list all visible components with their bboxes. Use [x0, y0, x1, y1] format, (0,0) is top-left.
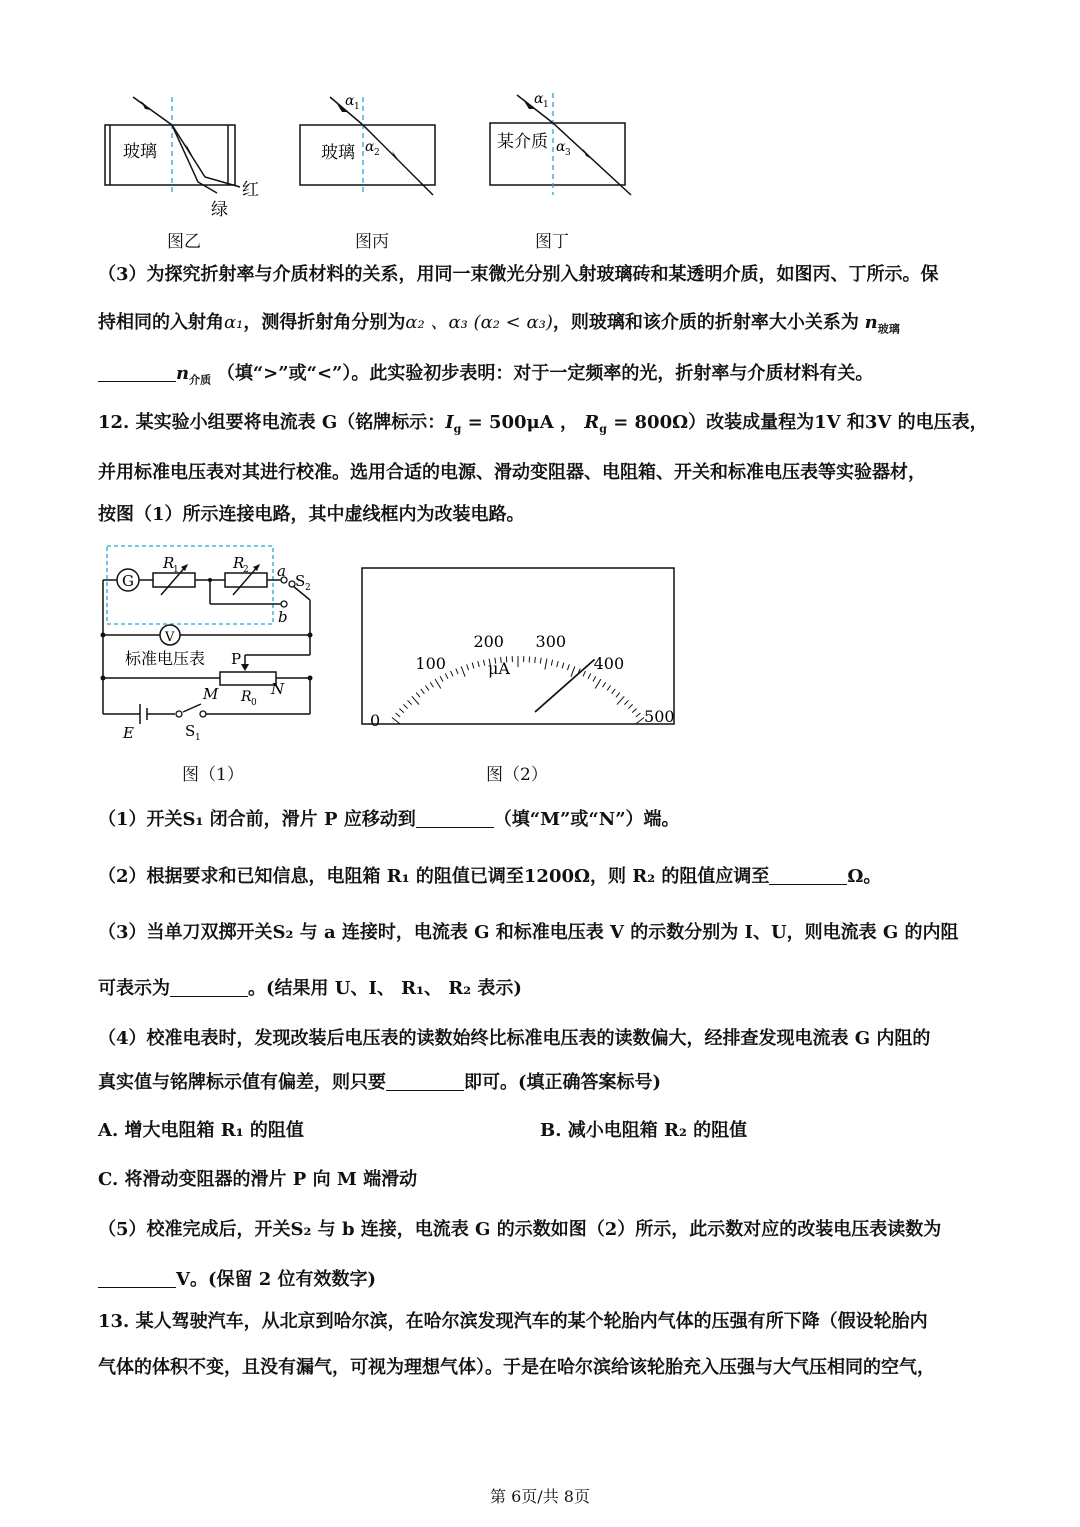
yi-medium-label: 玻璃	[123, 142, 157, 162]
meter-tick	[472, 663, 474, 669]
meter-tick	[456, 669, 458, 675]
meter-tick	[461, 666, 465, 676]
meter-tick	[396, 713, 401, 717]
meter-tick-label: 500	[644, 707, 675, 726]
meter-tick	[607, 686, 610, 691]
q12-line1: 12. 某实验小组要将电流表 G（铭牌标示：$I_g = 500\mu A$ ， $R_g = 800\Omega$）改装成量程为1V 和3V 的电压表，	[98, 412, 988, 436]
meter-tick	[412, 696, 419, 704]
svg-text:b: b	[278, 608, 288, 626]
svg-text:S: S	[185, 722, 196, 740]
meter-tick	[603, 682, 606, 687]
meter-tick	[593, 676, 596, 681]
svg-text:标准电压表: 标准电压表	[125, 649, 206, 668]
bing-medium-label: 玻璃	[321, 143, 355, 163]
ammeter-dial	[360, 566, 676, 726]
svg-text:α: α	[534, 91, 544, 107]
meter-tick	[425, 686, 428, 691]
caption-fig2: 图（2）	[486, 765, 548, 785]
svg-text:R: R	[163, 554, 175, 572]
svg-text:2: 2	[243, 565, 249, 575]
svg-text:1: 1	[354, 102, 360, 112]
q11-3-line3: $n_{介质}$ （填“>”或“<”）。此实验初步表明：对于一定频率的光，折射率与介质材料有关。	[98, 362, 873, 393]
meter-tick	[595, 679, 601, 688]
meter-tick	[588, 673, 591, 678]
meter-tick	[567, 664, 569, 670]
meter-tick	[421, 689, 425, 694]
red-label: 红	[242, 180, 259, 200]
caption-fig1: 图（1）	[182, 765, 244, 785]
answer-blank[interactable]	[416, 809, 494, 828]
svg-text:1: 1	[195, 733, 201, 743]
meter-needle	[535, 659, 595, 712]
q12-5a: （5）校准完成后，开关S₂ 与 b 连接，电流表 G 的示数如图（2）所示，此示数对应的改装电压表读数为	[98, 1219, 942, 1240]
meter-tick-label: 0	[369, 711, 381, 726]
q11-3-line2: 持相同的入射角α₁，测得折射角分别为α₂ 、α₃ (α₂ < α₃)，则玻璃和该介质的折射率大小关系为 $n_{玻璃}$	[98, 312, 900, 336]
svg-text:1: 1	[543, 100, 549, 110]
svg-text:R: R	[241, 689, 252, 705]
meter-tick	[617, 696, 624, 704]
meter-tick	[632, 709, 636, 713]
meter-tick	[435, 679, 441, 688]
meter-tick	[403, 704, 407, 708]
circuit-diagram	[95, 540, 335, 750]
svg-text:0: 0	[251, 698, 257, 708]
q12-2: （2）根据要求和已知信息，电阻箱 R₁ 的阻值已调至1200Ω，则 R₂ 的阻值应调至 Ω。	[98, 866, 882, 887]
answer-blank[interactable]	[769, 866, 847, 885]
caption-bing: 图丙	[355, 232, 389, 252]
svg-text:2: 2	[305, 583, 311, 593]
meter-tick	[535, 657, 536, 663]
meter-tick-label: 200	[473, 631, 504, 651]
svg-text:a: a	[277, 562, 286, 580]
svg-text:G: G	[122, 572, 134, 590]
meter-tick	[540, 658, 541, 664]
svg-text:M: M	[203, 685, 219, 703]
svg-text:α: α	[365, 139, 375, 155]
meter-tick	[551, 660, 552, 666]
meter-tick-label: 100	[415, 653, 446, 673]
q13-line2: 气体的体积不变，且没有漏气，可视为理想气体）。于是在哈尔滨给该轮胎充入压强与大气压相同的空气，	[98, 1357, 935, 1378]
meter-tick	[440, 676, 443, 681]
q13-line1: 13. 某人驾驶汽车，从北京到哈尔滨，在哈尔滨发现汽车的某个轮胎内气体的压强有所下降（假设轮胎内	[98, 1311, 928, 1332]
q12-3a: （3）当单刀双掷开关S₂ 与 a 连接时，电流表 G 和标准电压表 V 的示数分别为 I、U，则电流表 G 的内阻	[98, 922, 959, 943]
page-footer: 第 6页/共 8页	[490, 1487, 590, 1506]
meter-tick	[450, 671, 453, 676]
q12-5b: V。(保留 2 位有效数字)	[98, 1268, 376, 1292]
caption-ding: 图丁	[535, 232, 569, 252]
q12-line3: 按图（1）所示连接电路，其中虚线框内为改装电路。	[98, 504, 525, 525]
svg-text:α: α	[345, 93, 355, 109]
svg-text:2: 2	[374, 148, 380, 158]
q12-3b: 可表示为 。(结果用 U、I、 R₁、 R₂ 表示)	[98, 978, 522, 999]
meter-tick	[571, 666, 575, 676]
option-c[interactable]: C. 将滑动变阻器的滑片 P 向 M 端滑动	[98, 1169, 418, 1190]
meter-tick	[583, 671, 586, 676]
q11-3-line1: （3）为探究折射率与介质材料的关系，用同一束微光分别入射玻璃砖和某透明介质，如图丙、丁所示。保	[98, 264, 939, 285]
meter-tick-label: 300	[535, 631, 567, 651]
option-a[interactable]: A. 增大电阻箱 R₁ 的阻值	[98, 1120, 304, 1141]
svg-text:R: R	[233, 554, 245, 572]
ding-medium-label: 某介质	[497, 132, 548, 152]
meter-tick	[636, 713, 641, 717]
meter-tick	[416, 693, 420, 698]
meter-tick	[624, 700, 628, 704]
svg-text:E: E	[123, 724, 134, 742]
meter-tick	[562, 663, 564, 669]
q12-line2: 并用标准电压表对其进行校准。选用合适的电源、滑动变阻器、电阻箱、开关和标准电压表等实验器材，	[98, 462, 926, 483]
svg-text:1: 1	[173, 565, 179, 575]
meter-tick	[430, 682, 433, 687]
meter-tick	[467, 664, 469, 670]
svg-text:3: 3	[565, 148, 571, 158]
meter-tick-label: 400	[593, 653, 625, 673]
svg-text:S: S	[295, 572, 306, 590]
meter-tick	[545, 659, 547, 670]
meter-tick	[478, 661, 480, 667]
answer-blank[interactable]	[98, 363, 176, 382]
meter-tick	[407, 700, 411, 704]
meter-tick	[612, 689, 616, 694]
meter-tick	[483, 660, 484, 666]
answer-blank[interactable]	[386, 1072, 464, 1091]
meter-tick	[399, 709, 403, 713]
q12-4b: 真实值与铭牌标示值有偏差，则只要 即可。(填正确答案标号)	[98, 1072, 662, 1093]
green-label: 绿	[211, 200, 228, 220]
meter-tick	[616, 693, 620, 698]
meter-unit: μA	[488, 659, 510, 678]
svg-text:P: P	[231, 650, 242, 668]
caption-yi: 图乙	[167, 232, 201, 252]
svg-text:N: N	[271, 680, 285, 698]
option-b[interactable]: B. 减小电阻箱 R₂ 的阻值	[540, 1120, 748, 1141]
answer-blank[interactable]	[170, 978, 248, 997]
meter-tick	[628, 704, 632, 708]
meter-tick	[557, 661, 559, 667]
meter-tick	[445, 673, 448, 678]
svg-text:α: α	[556, 139, 566, 155]
q12-4a: （4）校准电表时，发现改装后电压表的读数始终比标准电压表的读数偏大，经排查发现电流表 G 内阻的	[98, 1028, 931, 1049]
svg-text:V: V	[165, 630, 175, 645]
q12-1: （1）开关S₁ 闭合前，滑片 P 应移动到 （填“M”或“N”）端。	[98, 809, 680, 830]
answer-blank[interactable]	[98, 1269, 176, 1288]
